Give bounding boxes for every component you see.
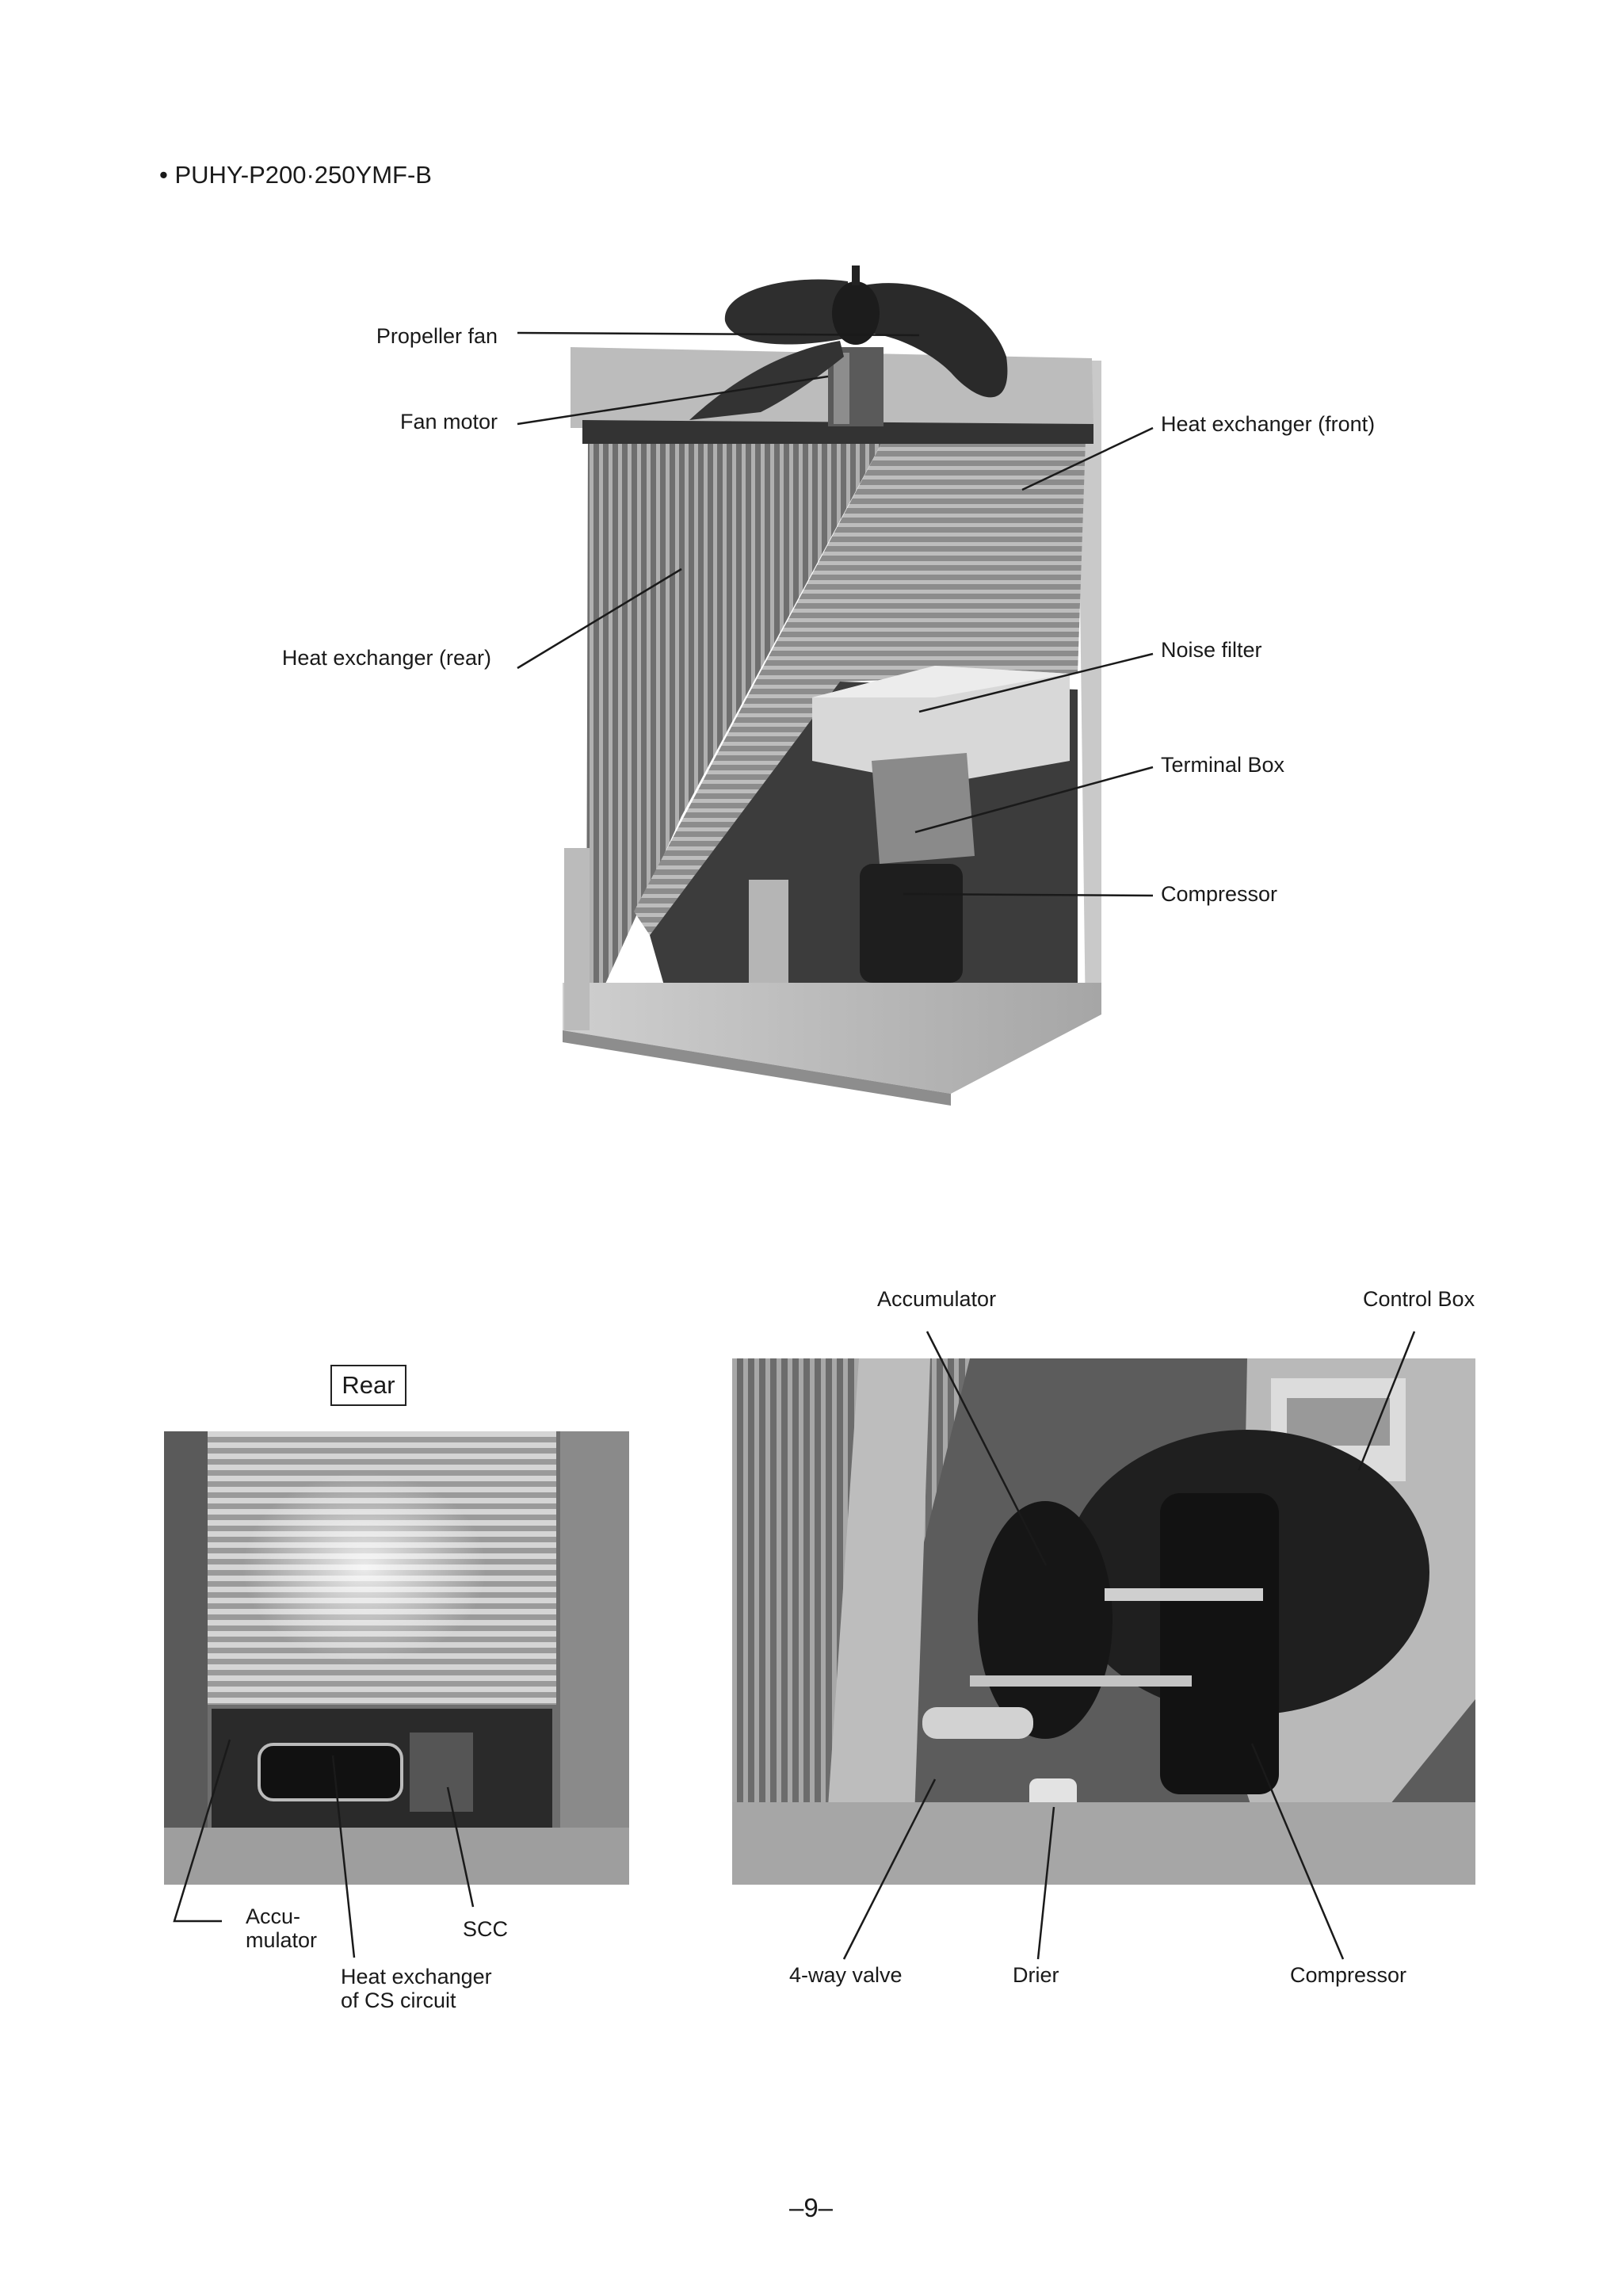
label-terminal-box: Terminal Box <box>1161 753 1285 777</box>
page-number: –9– <box>788 2193 834 2222</box>
label-heat-exchanger-rear: Heat exchanger (rear) <box>281 646 491 670</box>
label-four-way-valve: 4-way valve <box>789 1963 903 1987</box>
label-accumulator-rear: Accu- mulator <box>246 1904 318 1952</box>
label-control-box: Control Box <box>1363 1287 1475 1311</box>
label-fan-motor: Fan motor <box>399 410 498 434</box>
label-scc: SCC <box>463 1917 509 1941</box>
rear-illustration <box>164 1431 629 1885</box>
label-propeller-fan: Propeller fan <box>376 324 498 348</box>
label-drier: Drier <box>1013 1963 1059 1987</box>
unit-photo-main <box>0 0 1622 1125</box>
label-noise-filter: Noise filter <box>1161 638 1262 662</box>
compressor-photo <box>732 1358 1475 1885</box>
model-title: • PUHY-P200·250YMF-B <box>159 161 432 189</box>
label-heat-exchanger-cs: Heat exchanger of CS circuit <box>341 1965 492 2012</box>
unit-illustration <box>0 0 1622 1125</box>
rear-photo <box>164 1431 629 1885</box>
label-compressor-bottom: Compressor <box>1290 1963 1407 1987</box>
label-compressor-top: Compressor <box>1161 882 1278 906</box>
label-heat-exchanger-front: Heat exchanger (front) <box>1161 412 1376 436</box>
rear-tag: Rear <box>330 1365 406 1406</box>
compressor-illustration <box>732 1358 1475 1885</box>
label-accumulator: Accumulator <box>877 1287 997 1311</box>
